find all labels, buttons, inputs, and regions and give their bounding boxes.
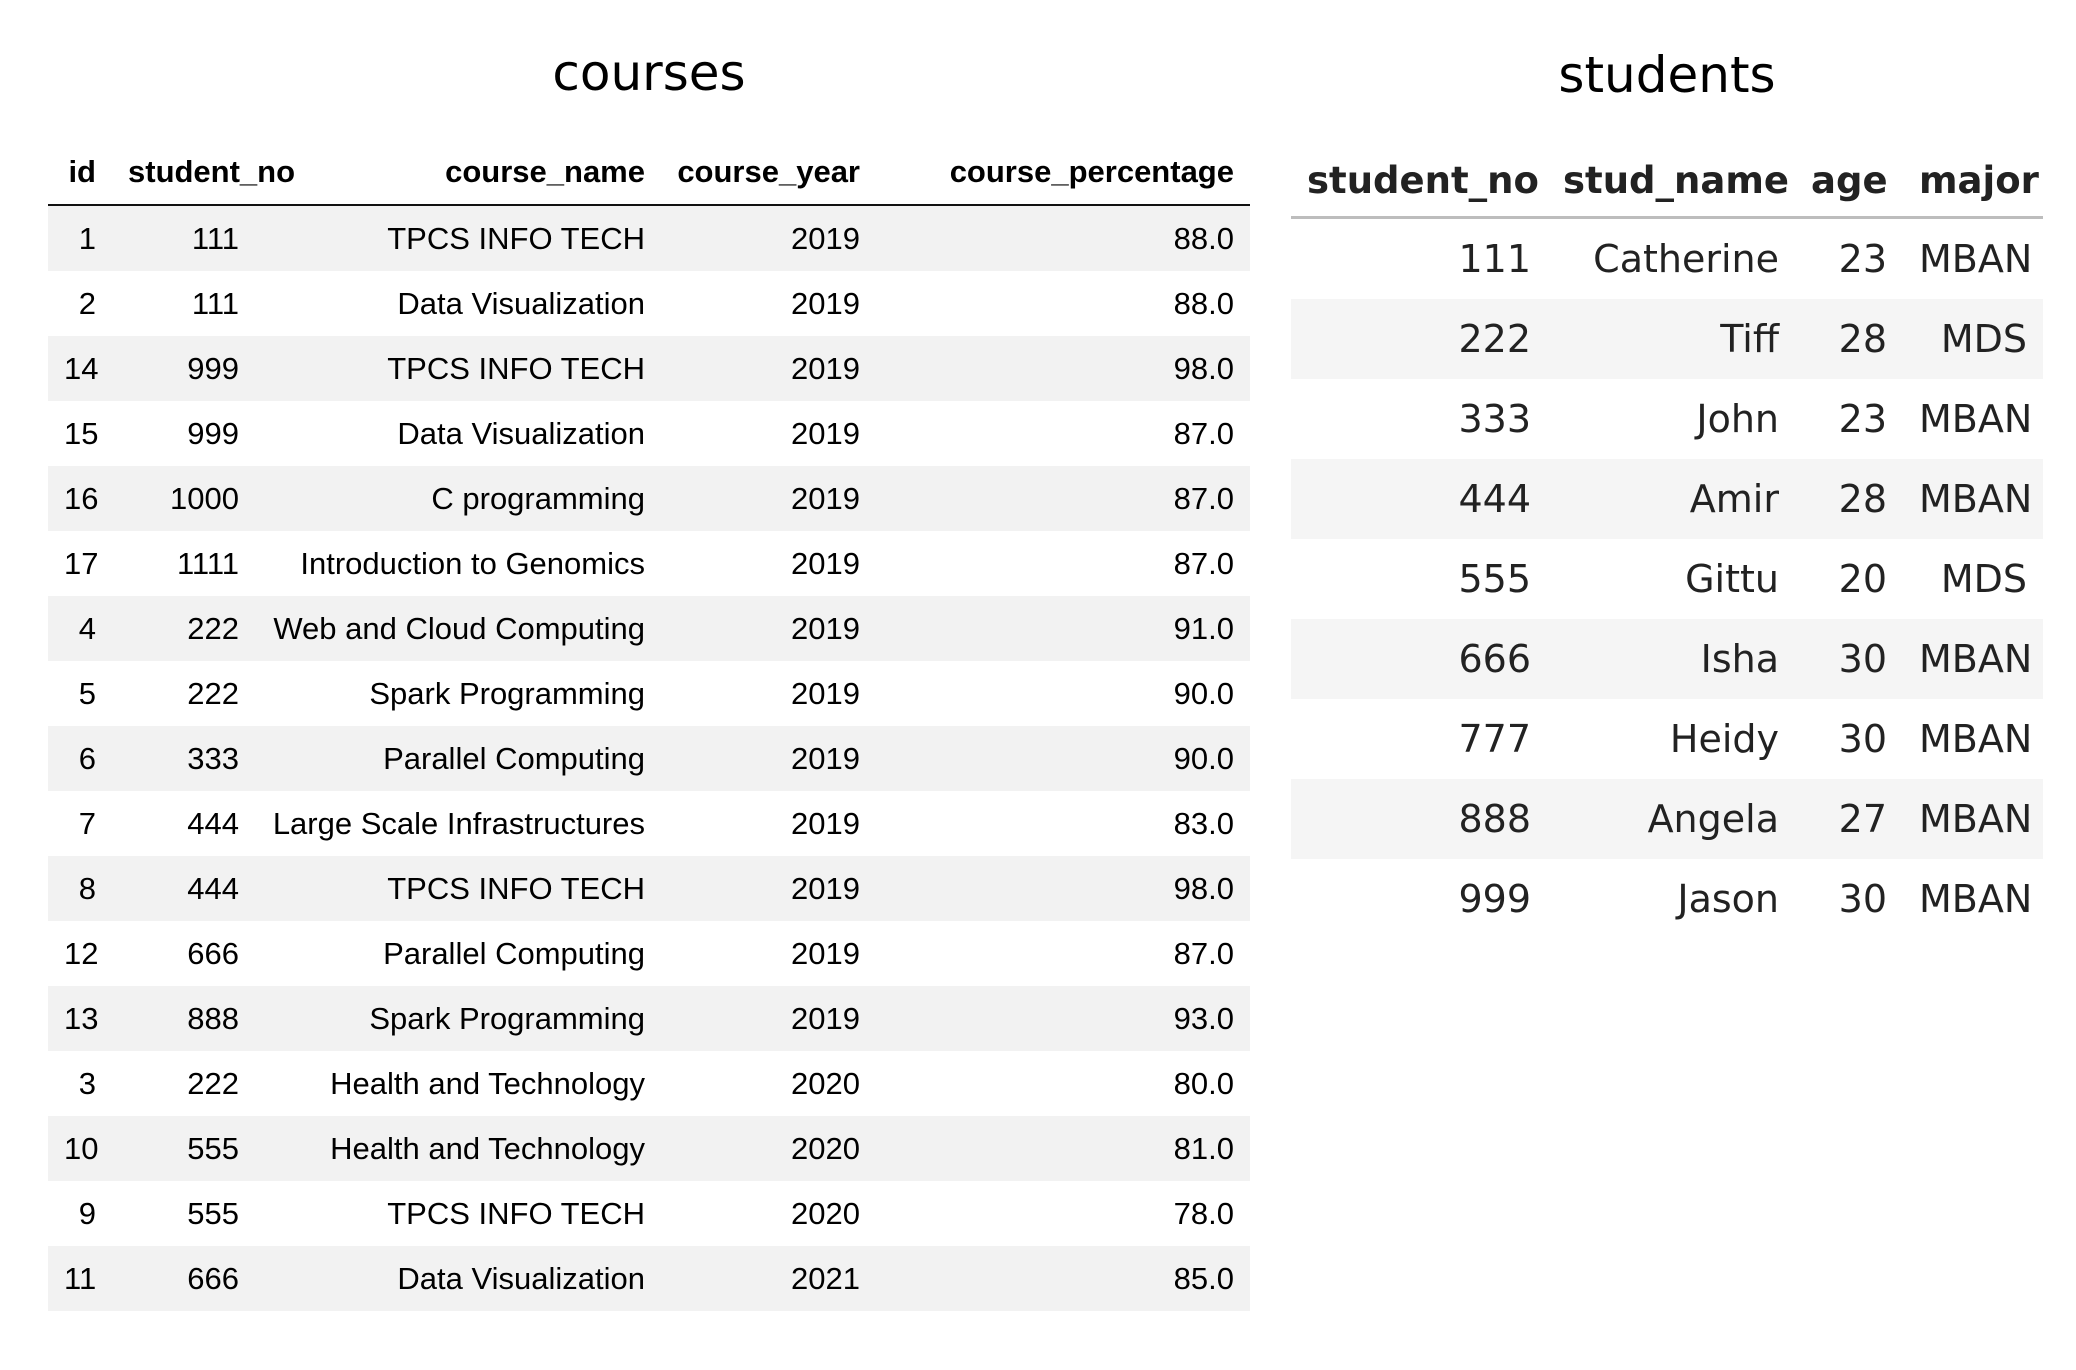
cell-course-year: 2020 xyxy=(791,1065,860,1101)
cell-id: 12 xyxy=(64,935,99,971)
cell-course-year: 2019 xyxy=(661,856,876,921)
students-table xyxy=(1291,144,2043,939)
cell-course-year: 2019 xyxy=(661,726,876,791)
cell-course-percentage: 87.0 xyxy=(1173,415,1234,451)
table-row xyxy=(48,401,1250,466)
cell-id: 9 xyxy=(78,1195,96,1231)
cell-major: MBAN xyxy=(1919,397,2033,441)
courses-header-course-name: course_name xyxy=(255,140,661,205)
cell-course-year: 2020 xyxy=(791,1195,860,1231)
cell-id: 6 xyxy=(48,726,112,791)
cell-student-no: 666 xyxy=(112,1246,255,1311)
cell-id: 13 xyxy=(48,986,112,1051)
cell-student-no: 222 xyxy=(1291,299,1547,379)
cell-course-percentage: 88.0 xyxy=(1173,285,1234,321)
table-row xyxy=(48,1246,1250,1311)
cell-age: 30 xyxy=(1838,717,1887,761)
cell-major: MBAN xyxy=(1903,459,2043,539)
cell-stud-name: Jason xyxy=(1677,877,1779,921)
cell-course-year: 2019 xyxy=(661,466,876,531)
cell-age: 30 xyxy=(1795,619,1903,699)
cell-major: MBAN xyxy=(1919,237,2033,281)
table-row xyxy=(1291,218,2043,300)
cell-stud-name: Heidy xyxy=(1669,717,1779,761)
cell-course-year: 2019 xyxy=(661,596,876,661)
table-row xyxy=(48,986,1250,1051)
cell-id: 16 xyxy=(48,466,112,531)
students-header-student-no: student_no xyxy=(1291,144,1547,218)
cell-student-no: 999 xyxy=(1458,877,1531,921)
cell-student-no: 999 xyxy=(187,415,239,451)
cell-student-no: 333 xyxy=(1458,397,1531,441)
table-row xyxy=(48,661,1250,726)
cell-course-year: 2019 xyxy=(661,336,876,401)
cell-id: 3 xyxy=(78,1065,96,1101)
cell-age: 30 xyxy=(1838,877,1887,921)
table-row xyxy=(48,596,1250,661)
cell-course-year: 2019 xyxy=(791,415,860,451)
table-row xyxy=(1291,539,2043,619)
cell-course-percentage: 78.0 xyxy=(1173,1195,1234,1231)
cell-id: 11 xyxy=(48,1246,112,1311)
courses-header-id: id xyxy=(48,140,112,205)
cell-course-percentage: 88.0 xyxy=(876,205,1250,271)
cell-major: MBAN xyxy=(1919,717,2033,761)
cell-student-no: 888 xyxy=(112,986,255,1051)
cell-course-percentage: 90.0 xyxy=(876,726,1250,791)
cell-course-year: 2019 xyxy=(661,205,876,271)
cell-major: MDS xyxy=(1940,557,2027,601)
cell-student-no: 555 xyxy=(112,1116,255,1181)
cell-course-year: 2020 xyxy=(661,1116,876,1181)
cell-course-percentage: 81.0 xyxy=(876,1116,1250,1181)
cell-stud-name: Amir xyxy=(1547,459,1795,539)
table-row xyxy=(48,1181,1250,1246)
cell-age: 28 xyxy=(1795,299,1903,379)
cell-student-no: 222 xyxy=(112,596,255,661)
cell-student-no: 999 xyxy=(112,336,255,401)
cell-course-name: Health and Technology xyxy=(255,1116,661,1181)
cell-course-name: Web and Cloud Computing xyxy=(255,596,661,661)
cell-stud-name: John xyxy=(1696,397,1779,441)
cell-id: 8 xyxy=(48,856,112,921)
table-row xyxy=(1291,779,2043,859)
cell-id: 4 xyxy=(48,596,112,661)
cell-age: 28 xyxy=(1795,459,1903,539)
table-row xyxy=(1291,859,2043,939)
cell-age: 27 xyxy=(1795,779,1903,859)
cell-id: 2 xyxy=(78,285,96,321)
cell-student-no: 777 xyxy=(1458,717,1531,761)
cell-course-year: 2019 xyxy=(791,675,860,711)
cell-course-name: Parallel Computing xyxy=(383,935,645,971)
cell-course-name: Large Scale Infrastructures xyxy=(272,805,645,841)
table-row xyxy=(1291,299,2043,379)
cell-stud-name: Tiff xyxy=(1547,299,1795,379)
cell-id: 5 xyxy=(78,675,96,711)
cell-course-percentage: 87.0 xyxy=(1173,545,1234,581)
students-header-stud-name: stud_name xyxy=(1547,144,1795,218)
table-row xyxy=(48,205,1250,271)
cell-course-year: 2019 xyxy=(791,805,860,841)
cell-student-no: 111 xyxy=(1458,237,1531,281)
courses-header-course-percentage: course_percentage xyxy=(876,140,1250,205)
cell-course-year: 2019 xyxy=(791,935,860,971)
cell-stud-name: Isha xyxy=(1547,619,1795,699)
table-row xyxy=(48,921,1250,986)
cell-course-name: Parallel Computing xyxy=(255,726,661,791)
courses-header-row xyxy=(48,140,1250,205)
cell-student-no: 444 xyxy=(187,805,239,841)
cell-course-name: Data Visualization xyxy=(397,285,645,321)
cell-course-name: Data Visualization xyxy=(397,415,645,451)
cell-course-name: C programming xyxy=(255,466,661,531)
students-title: students xyxy=(1558,46,1776,104)
cell-major: MBAN xyxy=(1919,877,2033,921)
table-row xyxy=(48,856,1250,921)
cell-student-no: 555 xyxy=(187,1195,239,1231)
courses-header-student-no: student_no xyxy=(112,140,255,205)
cell-age: 23 xyxy=(1838,237,1887,281)
cell-student-no: 1000 xyxy=(112,466,255,531)
cell-id: 14 xyxy=(48,336,112,401)
cell-student-no: 666 xyxy=(1291,619,1547,699)
table-row xyxy=(48,791,1250,856)
cell-major: MBAN xyxy=(1903,619,2043,699)
cell-major: MBAN xyxy=(1903,779,2043,859)
cell-id: 17 xyxy=(64,545,99,581)
cell-student-no: 333 xyxy=(112,726,255,791)
cell-course-percentage: 98.0 xyxy=(876,336,1250,401)
cell-stud-name: Angela xyxy=(1547,779,1795,859)
cell-stud-name: Gittu xyxy=(1685,557,1779,601)
cell-id: 15 xyxy=(64,415,99,451)
cell-student-no: 444 xyxy=(1291,459,1547,539)
table-row xyxy=(1291,619,2043,699)
cell-course-percentage: 87.0 xyxy=(876,466,1250,531)
table-row xyxy=(1291,379,2043,459)
cell-course-name: Spark Programming xyxy=(255,986,661,1051)
cell-course-name: TPCS INFO TECH xyxy=(387,1195,645,1231)
cell-course-name: Introduction to Genomics xyxy=(300,545,645,581)
cell-student-no: 1111 xyxy=(176,545,239,581)
cell-id: 1 xyxy=(48,205,112,271)
cell-age: 23 xyxy=(1838,397,1887,441)
table-row xyxy=(1291,459,2043,539)
table-row xyxy=(48,271,1250,336)
students-header-row xyxy=(1291,144,2043,218)
table-row xyxy=(48,726,1250,791)
cell-course-year: 2019 xyxy=(791,545,860,581)
table-row xyxy=(48,1051,1250,1116)
cell-major: MDS xyxy=(1903,299,2043,379)
students-body xyxy=(1291,218,2043,940)
table-row xyxy=(1291,699,2043,779)
cell-course-name: TPCS INFO TECH xyxy=(255,205,661,271)
cell-course-percentage: 83.0 xyxy=(1173,805,1234,841)
cell-course-name: Data Visualization xyxy=(255,1246,661,1311)
cell-course-year: 2019 xyxy=(661,986,876,1051)
courses-title: courses xyxy=(552,44,746,102)
cell-id: 10 xyxy=(48,1116,112,1181)
cell-student-no: 888 xyxy=(1291,779,1547,859)
cell-course-percentage: 80.0 xyxy=(1173,1065,1234,1101)
courses-header-course-year: course_year xyxy=(661,140,876,205)
cell-student-no: 111 xyxy=(191,285,239,321)
cell-course-name: Spark Programming xyxy=(369,675,645,711)
cell-course-percentage: 90.0 xyxy=(1173,675,1234,711)
cell-student-no: 111 xyxy=(112,205,255,271)
cell-course-percentage: 87.0 xyxy=(1173,935,1234,971)
courses-body xyxy=(48,205,1250,1311)
cell-student-no: 222 xyxy=(187,1065,239,1101)
cell-id: 7 xyxy=(78,805,96,841)
cell-course-name: TPCS INFO TECH xyxy=(255,856,661,921)
table-row xyxy=(48,336,1250,401)
cell-course-year: 2019 xyxy=(791,285,860,321)
cell-student-no: 555 xyxy=(1458,557,1531,601)
cell-course-percentage: 93.0 xyxy=(876,986,1250,1051)
cell-course-percentage: 85.0 xyxy=(876,1246,1250,1311)
table-row xyxy=(48,466,1250,531)
cell-course-name: Health and Technology xyxy=(330,1065,645,1101)
cell-student-no: 666 xyxy=(187,935,239,971)
cell-stud-name: Catherine xyxy=(1593,237,1779,281)
courses-table xyxy=(48,140,1250,1311)
cell-student-no: 222 xyxy=(187,675,239,711)
students-header-major: major xyxy=(1903,144,2043,218)
cell-course-year: 2021 xyxy=(661,1246,876,1311)
students-header-age: age xyxy=(1795,144,1903,218)
table-row xyxy=(48,531,1250,596)
cell-age: 20 xyxy=(1838,557,1887,601)
cell-course-name: TPCS INFO TECH xyxy=(255,336,661,401)
cell-course-percentage: 91.0 xyxy=(876,596,1250,661)
cell-course-percentage: 98.0 xyxy=(876,856,1250,921)
cell-student-no: 444 xyxy=(112,856,255,921)
table-row xyxy=(48,1116,1250,1181)
